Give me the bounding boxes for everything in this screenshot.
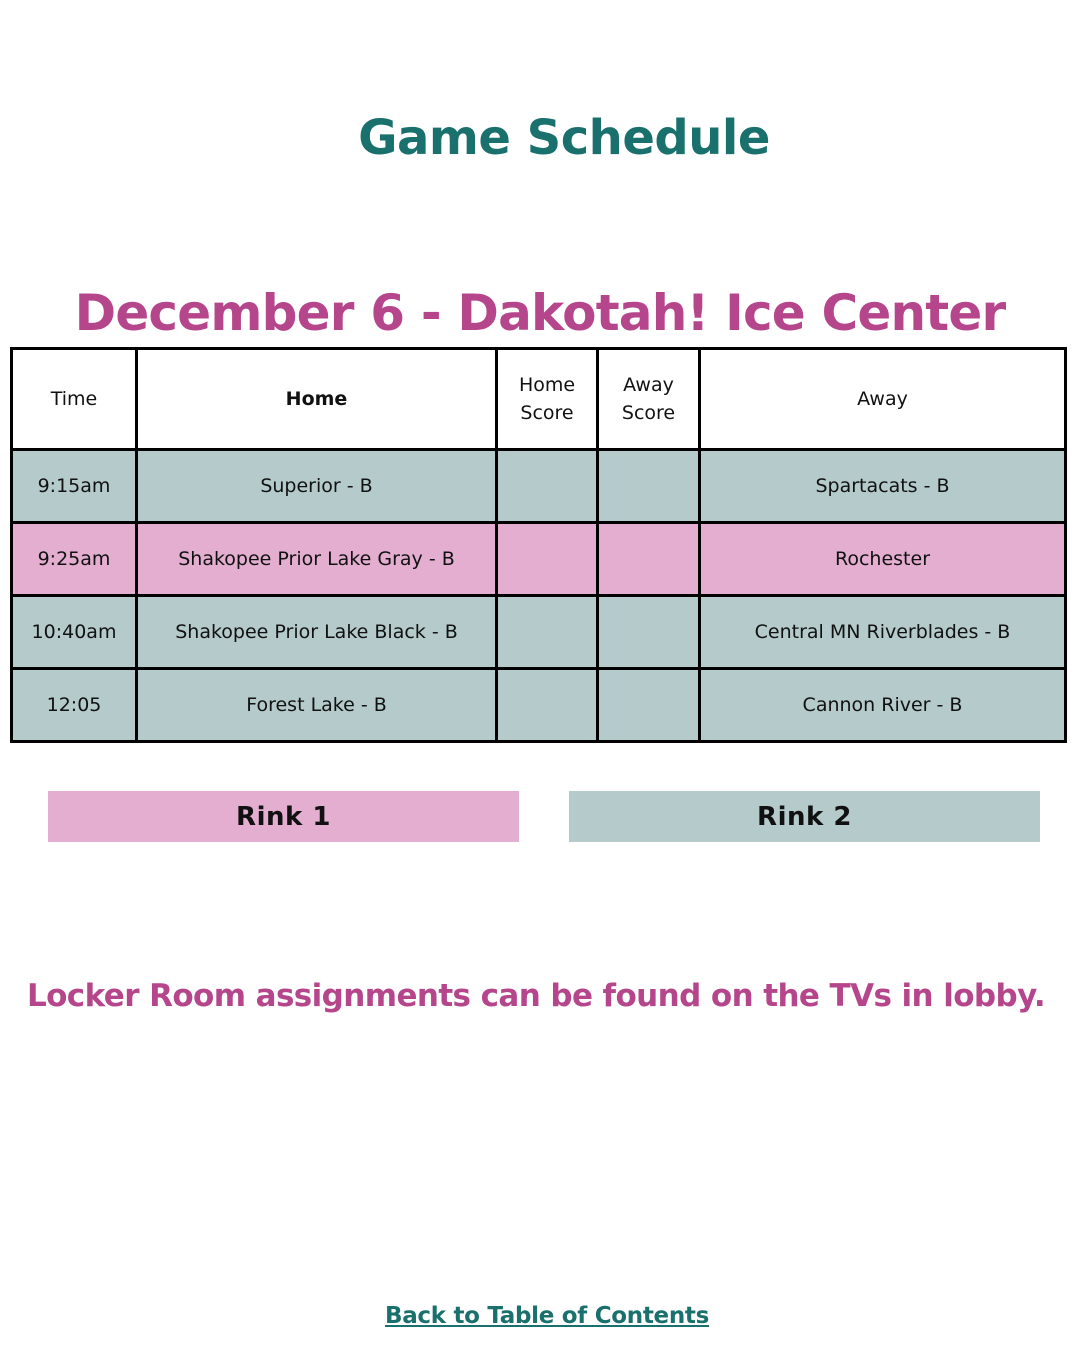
cell-away-team: Central MN Riverblades - B xyxy=(700,596,1066,669)
header-away-score-line2: Score xyxy=(621,402,676,424)
cell-away-team: Cannon River - B xyxy=(700,669,1066,742)
cell-time: 9:15am xyxy=(12,450,137,523)
header-home: Home xyxy=(137,349,497,450)
header-away-score-line1: Away xyxy=(623,374,674,396)
table-row xyxy=(12,523,1066,596)
header-home-score-line2: Score xyxy=(520,402,574,424)
cell-home-team: Superior - B xyxy=(137,450,497,523)
cell-time: 10:40am xyxy=(12,596,137,669)
cell-home-score xyxy=(497,523,598,596)
cell-home-team: Forest Lake - B xyxy=(137,669,497,742)
cell-home-score xyxy=(497,669,598,742)
header-time: Time xyxy=(12,349,137,450)
cell-home-team: Shakopee Prior Lake Gray - B xyxy=(137,523,497,596)
cell-away-score xyxy=(598,596,700,669)
cell-home-score xyxy=(497,450,598,523)
event-heading: December 6 - Dakotah! Ice Center xyxy=(74,284,1006,342)
cell-time: 9:25am xyxy=(12,523,137,596)
legend-rink-1: Rink 1 xyxy=(48,791,519,842)
cell-away-score xyxy=(598,669,700,742)
schedule-table xyxy=(10,347,1067,743)
cell-home-team: Shakopee Prior Lake Black - B xyxy=(137,596,497,669)
header-away: Away xyxy=(700,349,1066,450)
table-header-row xyxy=(12,349,1066,450)
table-row xyxy=(12,450,1066,523)
cell-away-score xyxy=(598,450,700,523)
cell-home-score xyxy=(497,596,598,669)
table-row xyxy=(12,596,1066,669)
locker-room-note: Locker Room assignments can be found on the TVs in lobby. xyxy=(26,978,1046,1014)
cell-away-team: Rochester xyxy=(700,523,1066,596)
cell-away-team: Spartacats - B xyxy=(700,450,1066,523)
header-home-score-line1: Home xyxy=(518,374,576,396)
table-row xyxy=(12,669,1066,742)
page-title: Game Schedule xyxy=(358,110,770,166)
cell-time: 12:05 xyxy=(12,669,137,742)
header-away-score xyxy=(598,349,700,450)
back-to-contents-link[interactable]: Back to Table of Contents xyxy=(384,1303,709,1329)
header-home-score xyxy=(497,349,598,450)
cell-away-score xyxy=(598,523,700,596)
legend-rink-2: Rink 2 xyxy=(569,791,1040,842)
